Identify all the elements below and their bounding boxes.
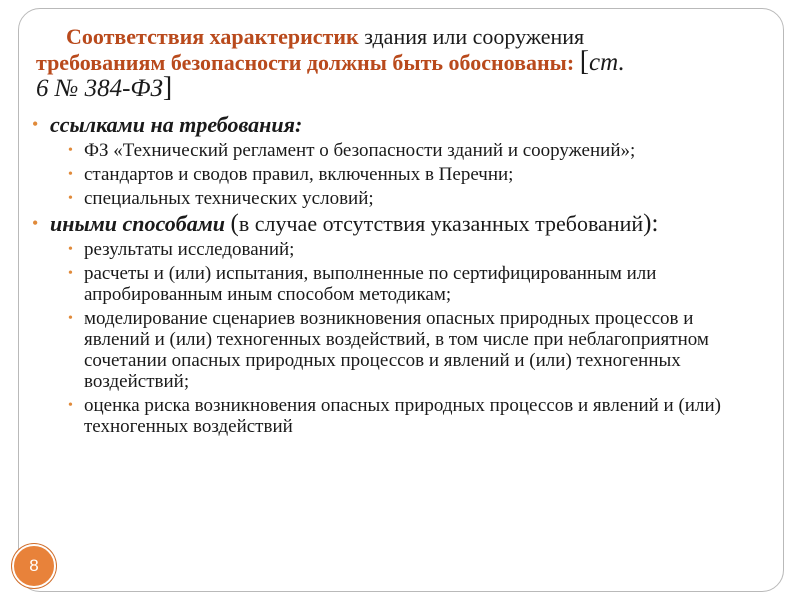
- title-bold-part: Соответствия характеристик: [66, 24, 359, 49]
- page-number-badge: 8: [12, 544, 56, 588]
- paren-close: ):: [643, 210, 659, 237]
- bullet-icon: •: [68, 242, 73, 257]
- bullet-icon: •: [68, 398, 73, 413]
- title-plain-part: здания или сооружения: [358, 24, 585, 49]
- list-item: [32, 395, 762, 437]
- list-item-text: специальных технических условий;: [84, 188, 374, 209]
- list-item: [32, 308, 762, 392]
- list-item: [32, 263, 762, 305]
- bullet-icon: •: [68, 167, 73, 182]
- list-item-text: оценка риска возникновения опасных природных процессов и явлений и (или) техногенных воздействий: [84, 395, 721, 437]
- section-references: [32, 112, 762, 137]
- list-item-text: расчеты и (или) испытания, выполненные по сертифицированным или апробированным иным способом методикам;: [84, 263, 657, 305]
- section-references-heading: ссылками на требования:: [50, 112, 303, 137]
- bullet-icon: •: [32, 213, 39, 233]
- title-open-bracket: [: [579, 46, 590, 77]
- paren-open: (: [230, 210, 239, 237]
- bullet-icon: •: [68, 143, 73, 158]
- list-item: [32, 140, 762, 161]
- section-other-methods-heading: иными способами: [50, 211, 226, 236]
- title-close-bracket: ]: [162, 72, 173, 103]
- bullet-icon: •: [68, 191, 73, 206]
- title-requirements-part: требованиям безопасности должны быть обоснованы:: [36, 50, 575, 75]
- bullet-icon: •: [32, 114, 39, 134]
- slide-content: [32, 110, 762, 437]
- list-item-text: результаты исследований;: [84, 239, 295, 260]
- title-reference-article: ст.: [589, 49, 625, 76]
- list-item: [32, 239, 762, 260]
- list-item-text: моделирование сценариев возникновения опасных природных процессов и явлений и (или) техногенных воздействий, в том числе при неблагоприятном сочетании опасных природных процессов и явлений и (или) техногенных воздействий;: [84, 308, 709, 392]
- list-item-text: стандартов и сводов правил, включенных в Перечни;: [84, 164, 514, 185]
- slide-title: [36, 24, 766, 101]
- title-reference-law: 6 № 384-ФЗ: [36, 75, 163, 102]
- list-item: [32, 188, 762, 209]
- bullet-icon: •: [68, 311, 73, 326]
- list-item-text: ФЗ «Технический регламент о безопасности зданий и сооружений»;: [84, 140, 636, 161]
- section-other-methods: [32, 211, 762, 236]
- title-line-1: [36, 24, 766, 49]
- bullet-icon: •: [68, 266, 73, 281]
- section-other-methods-note: в случае отсутствия указанных требований: [238, 211, 644, 236]
- list-item: [32, 164, 762, 185]
